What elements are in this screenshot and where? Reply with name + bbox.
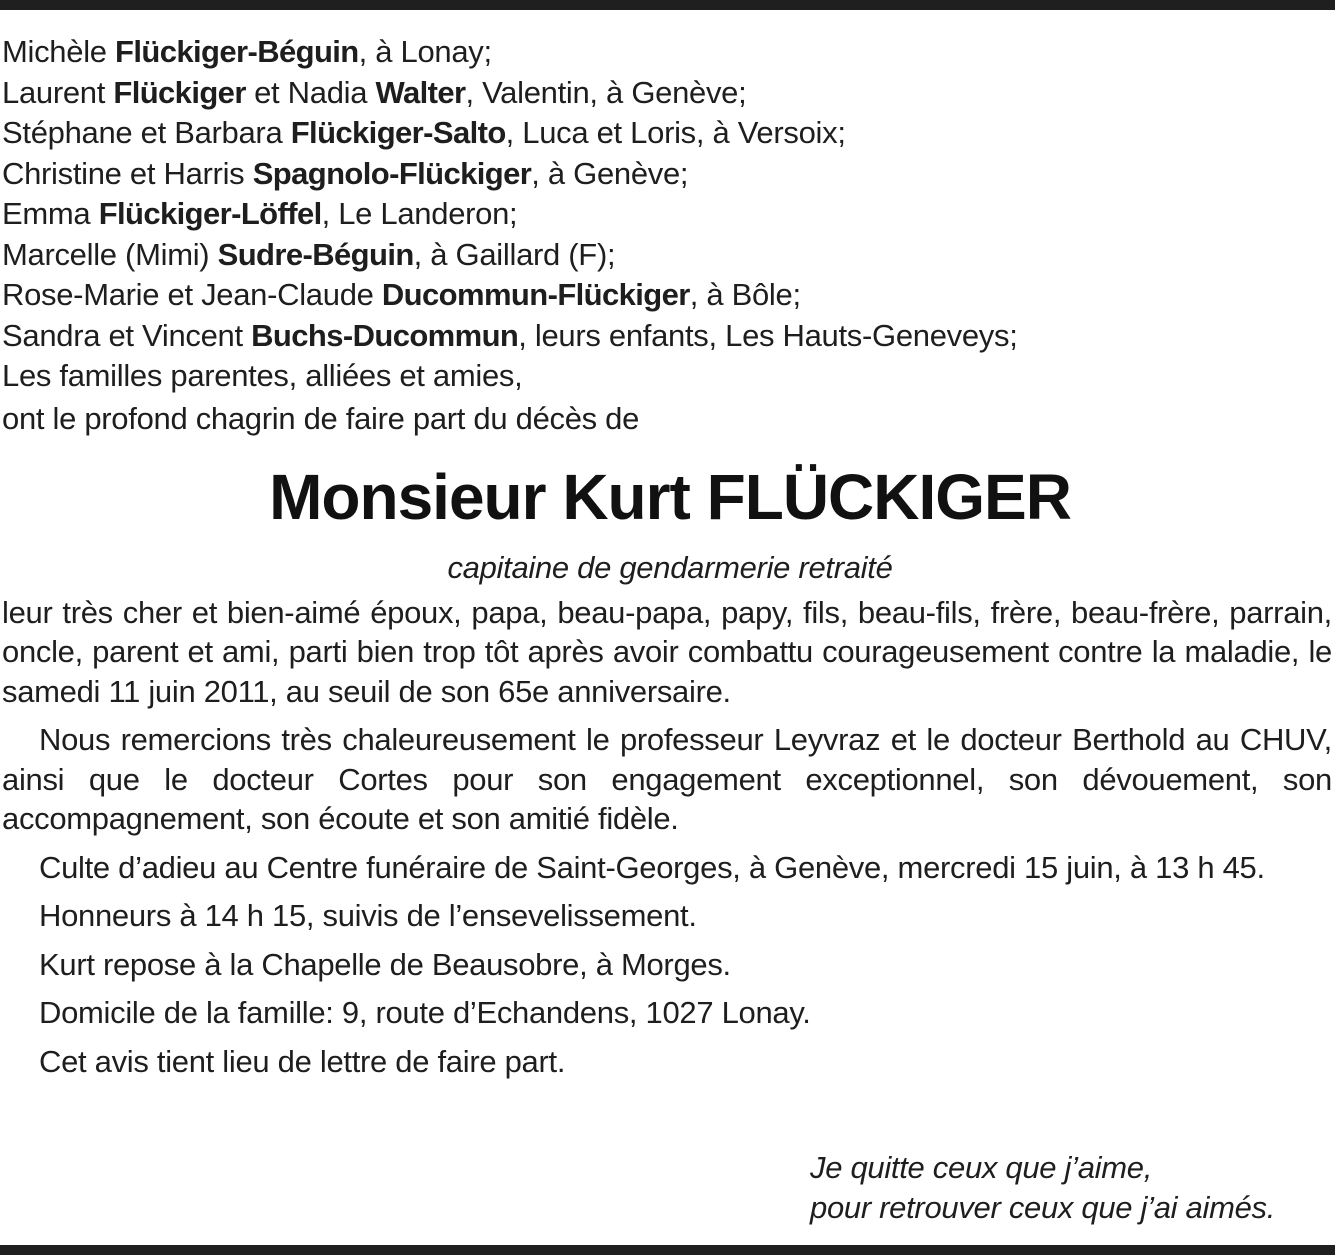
family-line-text: , Luca et Loris, à Versoix; [505, 115, 846, 150]
deceased-name: Monsieur Kurt FLÜCKIGER [269, 460, 1071, 533]
service-paragraph: Culte d’adieu au Centre funéraire de Saint-Georges, à Genève, mercredi 15 juin, à 13 h 45. [39, 849, 1265, 885]
family-line-text: , Valentin, à Genève; [465, 74, 747, 110]
family-surname: Spagnolo-Flückiger [252, 155, 532, 191]
home-paragraph: Domicile de la famille: 9, route d’Echandens, 1027 Lonay. [39, 995, 811, 1030]
top-rule [0, 0, 1335, 10]
family-list [2, 32, 1332, 397]
family-line-text: , leurs enfants, Les Hauts-Geneveys; [518, 317, 1018, 353]
family-line-text: Marcelle (Mimi) [2, 236, 218, 272]
thanks-paragraph: Nous remercions très chaleureusement le professeur Leyvraz et le docteur Berthold au CHUV, ainsi que le docteur Cortes pour son engagement exceptionnel, son dévouement, son accompagnement, son écoute et son amitié fidèle. [2, 722, 1332, 836]
family-surname: Walter [375, 74, 466, 110]
obituary-notice [2, 32, 1332, 1081]
family-line-text: Michèle [2, 34, 116, 69]
family-surname: Flückiger-Löffel [98, 196, 322, 231]
family-surname: Flückiger-Salto [290, 115, 506, 150]
family-surname: Flückiger-Béguin [115, 34, 359, 69]
rests-paragraph: Kurt repose à la Chapelle de Beausobre, à Morges. [39, 946, 731, 982]
family-line-text: Emma [2, 196, 99, 231]
family-surname: Ducommun-Flückiger [381, 277, 690, 312]
family-line-text: Laurent [2, 74, 114, 110]
family-line [2, 356, 1332, 397]
family-line [2, 154, 1332, 195]
family-line-text: , Le Landeron; [321, 196, 518, 231]
family-line-text: , à Genève; [531, 155, 689, 191]
family-surname: Sudre-Béguin [217, 236, 414, 272]
family-line [2, 235, 1332, 276]
family-line-text: , à Gaillard (F); [413, 236, 616, 272]
family-line-text: Sandra et Vincent [2, 317, 252, 353]
family-line [2, 275, 1332, 316]
family-line [2, 316, 1332, 357]
family-line-text: , à Bôle; [689, 277, 801, 312]
notice-paragraph: Cet avis tient lieu de lettre de faire part. [39, 1043, 566, 1079]
family-surname: Flückiger [113, 74, 246, 110]
family-line [2, 194, 1332, 235]
family-line-text: Rose-Marie et Jean-Claude [2, 277, 382, 312]
deceased-title: capitaine de gendarmerie retraité [447, 549, 893, 585]
family-line [2, 73, 1332, 114]
family-line-text: Les familles parentes, alliées et amies, [2, 358, 523, 393]
quote-line: Je quitte ceux que j’aime, [810, 1150, 1153, 1185]
bottom-rule [0, 1245, 1335, 1255]
quote-line: pour retrouver ceux que j’ai aimés. [810, 1190, 1276, 1225]
honours-paragraph: Honneurs à 14 h 15, suivis de l’ensevelissement. [39, 898, 697, 933]
family-line [2, 113, 1332, 154]
tribute-paragraph: leur très cher et bien-aimé époux, papa, beau-papa, papy, fils, beau-fils, frère, beau-frère, parrain, oncle, parent et ami, parti bien trop tôt après avoir combattu courageusement contre la maladie, le samedi 11 juin 2011, au seuil de son 65e anniversaire. [2, 594, 1332, 709]
family-line-text: Stéphane et Barbara [2, 115, 291, 150]
family-line-text: , à Lonay; [358, 34, 492, 69]
family-line [2, 32, 1332, 73]
family-surname: Buchs-Ducommun [251, 317, 519, 353]
family-line-text: Christine et Harris [2, 155, 253, 191]
closing-quote [810, 1148, 1275, 1228]
announcement: ont le profond chagrin de faire part du décès de [2, 400, 640, 436]
family-line-text: et Nadia [245, 74, 376, 110]
